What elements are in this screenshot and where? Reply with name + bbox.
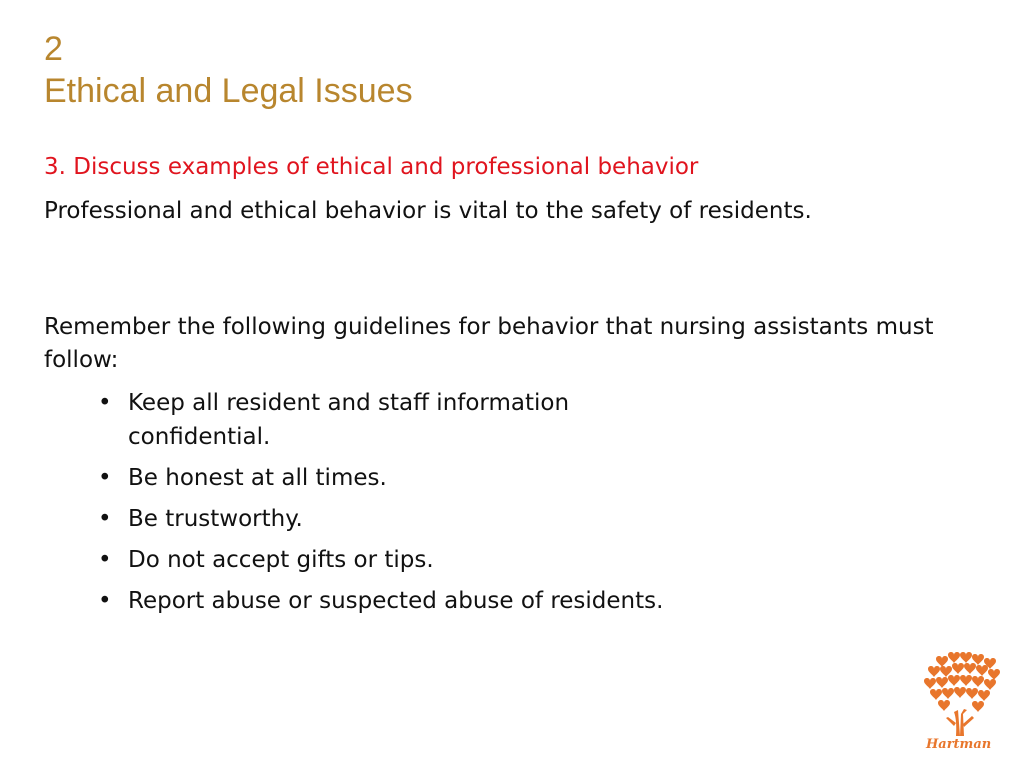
chapter-number: 2 [44,30,63,68]
bullet-icon: • [98,588,112,614]
bullet-icon: • [98,547,112,573]
hartman-logo-text: Hartman [926,737,992,752]
slide-title-block [44,28,944,112]
paragraph-safety: Professional and ethical behavior is vital to the safety of residents. [44,198,812,224]
list-item-text: Do not accept gifts or tips. [128,547,434,573]
list-item-text: Report abuse or suspected abuse of residents. [128,588,664,614]
list-item [98,502,718,536]
guidelines-list [98,386,718,625]
list-item-text: Keep all resident and staff information confidential. [128,390,570,450]
list-item [98,386,688,454]
learning-objective: 3. Discuss examples of ethical and professional behavior [44,154,699,180]
bullet-icon: • [98,465,112,491]
list-item-text: Be trustworthy. [128,506,303,532]
chapter-title: Ethical and Legal Issues [44,72,413,110]
list-item-text: Be honest at all times. [128,465,387,491]
list-item [98,543,718,577]
list-item [98,461,718,495]
bullet-icon: • [98,390,112,416]
bullet-icon: • [98,506,112,532]
paragraph-guidelines: Remember the following guidelines for behavior that nursing assistants must follow: [44,314,934,373]
list-item [98,584,848,618]
